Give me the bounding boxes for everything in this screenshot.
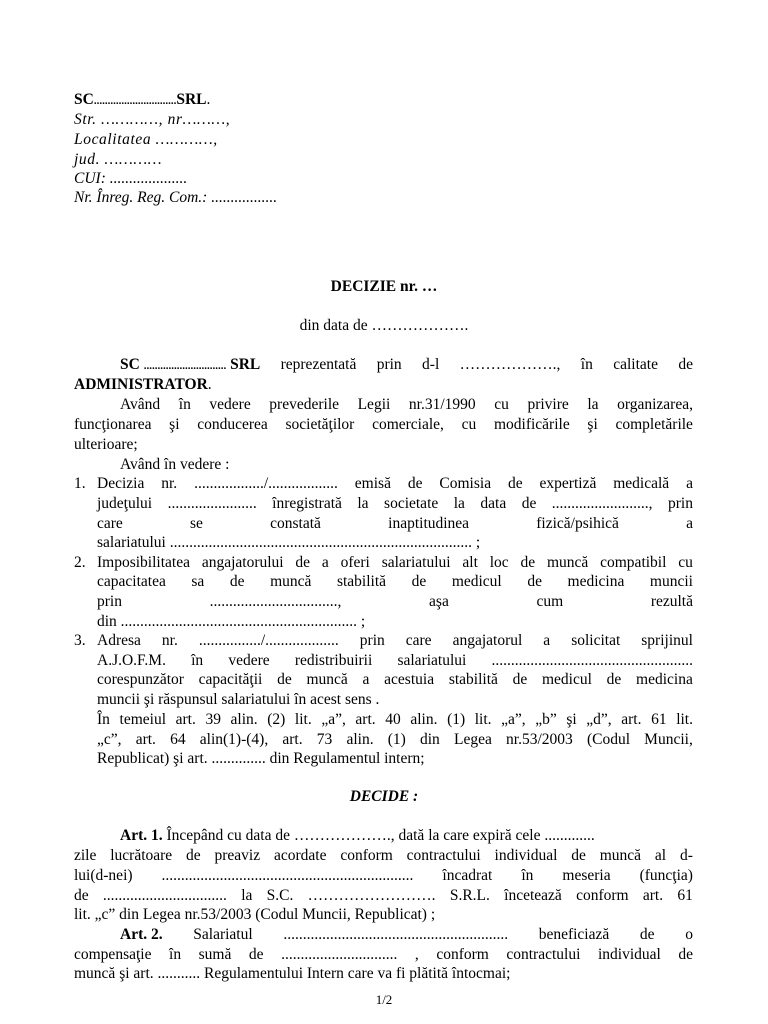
street-line: Str. …………, nr………, xyxy=(74,111,231,128)
law-line-2: funcţionarea şi conducerea societăţilor comerciale, cu modificările şi completările xyxy=(74,416,693,433)
art-2-line-3: muncă şi art. ........... Regulamentului Intern care va fi plătită întocmai; xyxy=(74,965,511,982)
intro-word: în xyxy=(580,356,593,373)
art-2-label: Art. 2. xyxy=(120,926,163,943)
company-sc: SC xyxy=(74,91,94,108)
considering-heading: Având în vedere : xyxy=(120,456,230,473)
item-1-line-4: salariatului .............................................................................. ; xyxy=(97,534,481,551)
item-number: 1. xyxy=(74,475,86,492)
art-1-line-1: Art. 1. Începând cu data de ………………., dată la care expiră cele ............. xyxy=(120,827,595,844)
decision-title: DECIZIE nr. … xyxy=(330,278,438,295)
intro-word: de xyxy=(678,356,693,373)
decision-date: din data de ………………. xyxy=(299,317,469,334)
decide-heading: DECIDE : xyxy=(349,788,419,805)
company-dots: .............................. xyxy=(93,95,177,107)
item-3-line-2: A.J.O.F.M. în vedere redistribuirii salariatului .................................................... xyxy=(97,652,693,669)
art-1-line-5: lit. „c” din Legea nr.53/2003 (Codul Muncii, Republicat) ; xyxy=(74,906,436,923)
item-1-line-1: Decizia nr. ................../.................. emisă de Comisia de expertiză medicală a xyxy=(97,475,693,492)
item-number: 3. xyxy=(74,632,86,649)
reg-com-line: Nr. Înreg. Reg. Com.: ................. xyxy=(74,189,278,206)
cui-line: CUI: .................... xyxy=(74,170,188,187)
art-1-line-4: de ................................ la S.C. ……………………. S.R.L. încetează conform art. 61 xyxy=(74,887,693,904)
item-2-line-2: capacitatea sa de muncă stabilită de medicul de medicina muncii xyxy=(97,573,693,590)
item-2-line-4: din ............................................................. ; xyxy=(97,613,366,630)
item-3-line-4: muncii şi răspunsul salariatului în acest sens . xyxy=(97,691,380,708)
item-3-line-1: Adresa nr. ................/................... prin care angajatorul a solicitat sprijinul xyxy=(97,632,693,649)
item-1-line-3: care se constată inaptitudinea fizică/psihică a xyxy=(97,515,693,532)
law-line-3: ulterioare; xyxy=(74,436,138,453)
art-1-line-3: lui(d-nei) ................................................................. încadrat în meseria (funcţia) xyxy=(74,867,693,884)
art-1-label: Art. 1. xyxy=(120,827,163,844)
law-line-1: Având în vedere prevederile Legii nr.31/1990 cu privire la organizarea, xyxy=(120,396,693,413)
art-1-line-2: zile lucrătoare de preaviz acordate conform contractului individual de muncă al d- xyxy=(74,847,693,864)
company-name: SC..............................SRL. xyxy=(74,91,211,108)
page-number: 1/2 xyxy=(375,992,393,1007)
company-srl: SRL xyxy=(176,91,207,108)
intro-word: reprezentată xyxy=(280,356,357,373)
legal-basis-line-2: „c”, art. 64 alin(1)-(4), art. 73 alin. (1) din Legea nr.53/2003 (Codul Muncii, xyxy=(97,731,693,748)
intro-word: prin xyxy=(376,356,402,373)
intro-word: d-l xyxy=(422,356,440,373)
legal-basis-line-3: Republicat) şi art. .............. din Regulamentul intern; xyxy=(97,750,425,767)
intro-word: ………………., xyxy=(459,356,561,373)
locality-line: Localitatea …………, xyxy=(74,131,218,148)
item-3-line-3: corespunzător capacităţii de muncă a acestuia stabilită de medicul de medicina xyxy=(97,671,693,688)
art-2-line-2: compensaţie în sumă de .............................. , conform contractului individual de xyxy=(74,946,693,963)
item-1-line-2: judeţului ....................... înregistrată la societate la data de ........................., prin xyxy=(97,495,693,512)
county-line: jud. ………… xyxy=(74,151,163,168)
item-number: 2. xyxy=(74,554,86,571)
item-2-line-3: prin ................................., aşa cum rezultă xyxy=(97,593,693,610)
intro-line-1 xyxy=(120,355,693,376)
legal-basis-line-1: În temeiul art. 39 alin. (2) lit. „a”, art. 40 alin. (1) lit. „a”, „b” şi „d”, art. 61 lit. xyxy=(97,711,693,728)
intro-company: SC .............................. SRL xyxy=(120,356,261,373)
intro-admin: ADMINISTRATOR. xyxy=(74,376,212,393)
intro-word: calitate xyxy=(613,356,658,373)
art-2-line-1: Art. 2. Salariatul .......................................................... beneficiază de o xyxy=(120,926,693,943)
item-2-line-1: Imposibilitatea angajatorului de a oferi salariatului alt loc de muncă compatibil cu xyxy=(97,554,693,571)
admin-role: ADMINISTRATOR xyxy=(74,376,208,393)
